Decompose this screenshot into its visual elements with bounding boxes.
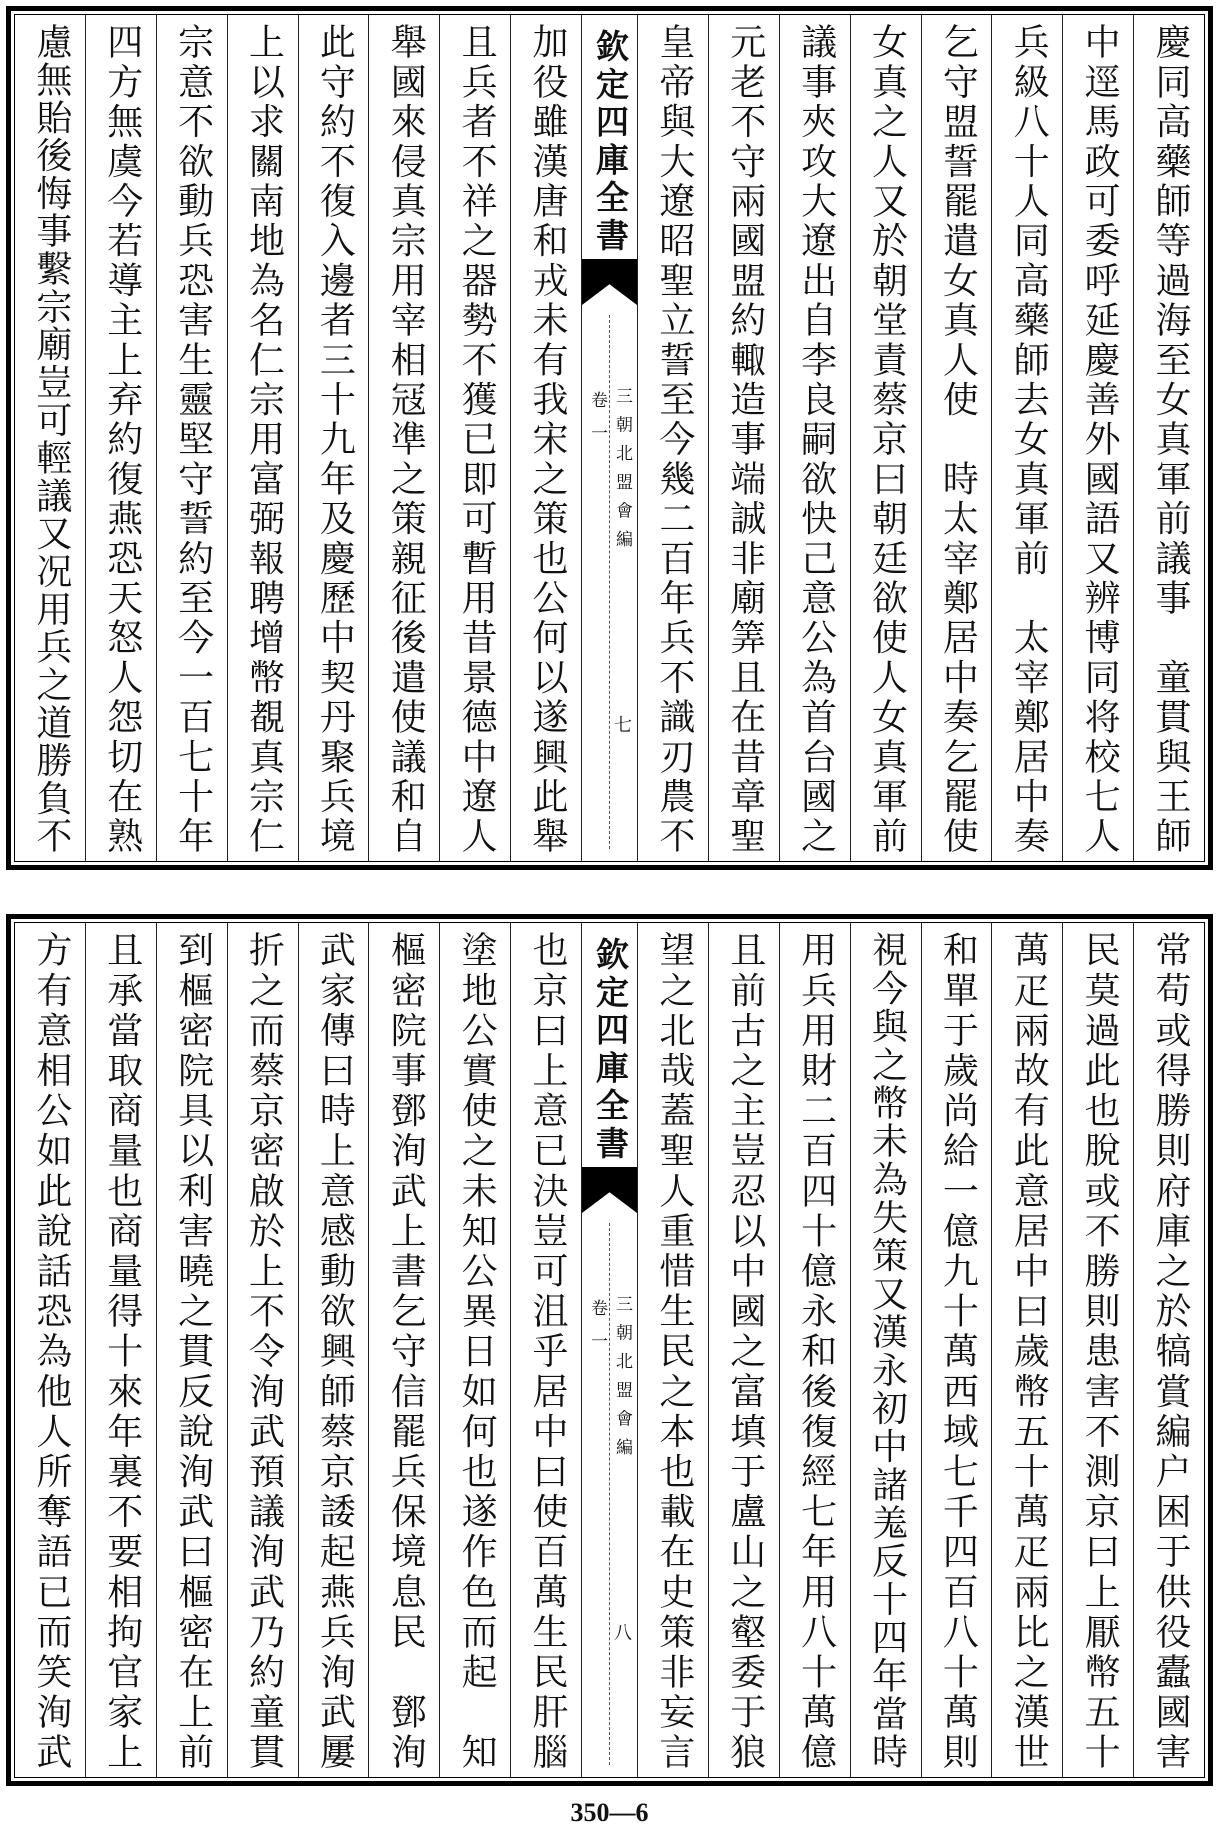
book-title: 欽定四庫全書 bbox=[591, 29, 630, 251]
text-column bbox=[227, 15, 298, 861]
book-title: 欽定四庫全書 bbox=[591, 937, 630, 1159]
text-column bbox=[779, 923, 850, 1777]
column-text: 議事夾攻大遼出自李良嗣欲快己意公為首台國之 bbox=[795, 23, 837, 853]
volume-label: 卷一 bbox=[587, 391, 607, 441]
column-text: 加役雖漢唐和戎未有我宋之策也公何以遂興此舉 bbox=[527, 23, 568, 853]
column-text: 視今與之幣未為失策又漢永初中諸羗反十四年當時 bbox=[866, 931, 908, 1769]
column-text: 宗意不欲動兵恐害生靈堅守誓約至今一百七十年 bbox=[172, 23, 214, 853]
column-text: 塗地公實使之未知公異日如何也遂作色而起 知 bbox=[456, 931, 498, 1769]
text-column bbox=[368, 923, 439, 1777]
text-column bbox=[15, 15, 85, 861]
column-text: 乞守盟誓罷遣女真人使 時太宰鄭居中奏乞罷使 bbox=[937, 23, 979, 853]
text-column bbox=[156, 15, 227, 861]
column-text: 且兵者不祥之器勢不獲已即可暫用昔景德中遼人 bbox=[456, 23, 498, 853]
page-block-upper bbox=[6, 6, 1213, 870]
text-column bbox=[439, 15, 510, 861]
column-text: 武家傳曰時上意感動欲興師蔡京諉起燕兵洵武屢 bbox=[314, 931, 356, 1769]
text-column bbox=[298, 923, 369, 1777]
text-column bbox=[1133, 15, 1204, 861]
page-frame bbox=[14, 922, 1205, 1778]
column-text: 折之而蔡京密啟於上不令洵武預議洵武乃約童貫 bbox=[243, 931, 285, 1769]
sheet-number: 350—6 bbox=[570, 1798, 649, 1827]
fish-tail-ornament bbox=[582, 1167, 637, 1213]
column-text: 舉國來侵真宗用宰相冦凖之策親征後遣使議和自 bbox=[385, 23, 427, 853]
column-text: 和單于歲尚給一億九十萬西域七千四百八十萬則 bbox=[937, 931, 979, 1769]
column-text: 用兵用財二百四十億永和後復經七年用八十萬億 bbox=[795, 931, 837, 1769]
column-text: 兵級八十人同高藥師去女真軍前 太宰鄭居中奏 bbox=[1008, 23, 1050, 853]
text-column bbox=[708, 923, 779, 1777]
text-column bbox=[1133, 923, 1204, 1777]
text-column bbox=[637, 923, 708, 1777]
column-text: 且前古之主豈忍以中國之富填于盧山之壑委于狼 bbox=[724, 931, 766, 1769]
text-column bbox=[637, 15, 708, 861]
column-text: 萬疋兩故有此意居中曰歲幣五十萬疋兩比之漢世 bbox=[1008, 931, 1050, 1769]
column-text: 民莫過此也脫或不勝則患害不測京曰上厭幣五十 bbox=[1079, 931, 1121, 1769]
page-frame bbox=[14, 14, 1205, 862]
column-text: 皇帝與大遼昭聖立誓至今幾二百年兵不識刃農不 bbox=[653, 23, 695, 853]
column-text: 到樞密院具以利害曉之貫反說洵武曰樞密在上前 bbox=[172, 931, 214, 1769]
text-column bbox=[991, 923, 1062, 1777]
work-title: 三朝北盟會編 bbox=[612, 387, 632, 547]
center-fold-column bbox=[581, 15, 637, 861]
text-column bbox=[510, 15, 581, 861]
text-column bbox=[921, 923, 992, 1777]
column-text: 四方無虞今若導主上弃約復燕恐天怒人怨切在熟 bbox=[101, 23, 143, 853]
page-number: 七 bbox=[611, 715, 632, 733]
text-column bbox=[439, 923, 510, 1777]
column-text: 此守約不復入邊者三十九年及慶歷中契丹聚兵境 bbox=[314, 23, 356, 853]
column-text: 慶同高藥師等過海至女真軍前議事 童貫與王師 bbox=[1150, 23, 1191, 853]
text-column bbox=[850, 923, 921, 1777]
column-text: 望之北哉蓋聖人重惜生民之本也載在史策非妄言 bbox=[653, 931, 695, 1769]
column-text: 且承當取商量也商量得十來年裏不要相拘官家上 bbox=[101, 931, 143, 1769]
column-text: 女真之人又於朝堂責蔡京曰朝廷欲使人女真軍前 bbox=[866, 23, 908, 853]
text-column bbox=[85, 923, 156, 1777]
column-text: 方有意相公如此說話恐為他人所奪語已而笑洵武 bbox=[30, 931, 72, 1769]
text-column bbox=[779, 15, 850, 861]
volume-label: 卷一 bbox=[587, 1299, 607, 1349]
text-column bbox=[510, 923, 581, 1777]
text-column bbox=[227, 923, 298, 1777]
work-title: 三朝北盟會編 bbox=[612, 1295, 632, 1455]
text-column bbox=[85, 15, 156, 861]
column-text: 上以求關南地為名仁宗用富弼報聘增幣覩真宗仁 bbox=[243, 23, 285, 853]
page-number: 八 bbox=[611, 1623, 632, 1641]
text-column bbox=[15, 923, 85, 1777]
column-text: 常苟或得勝則府庫之於犒賞編户困于供役蠹國害 bbox=[1150, 931, 1191, 1769]
text-column bbox=[368, 15, 439, 861]
text-column bbox=[1062, 923, 1133, 1777]
column-text: 也京曰上意已決豈可沮乎居中曰使百萬生民肝腦 bbox=[527, 931, 568, 1769]
text-column bbox=[850, 15, 921, 861]
text-column bbox=[708, 15, 779, 861]
text-column bbox=[921, 15, 992, 861]
text-column bbox=[991, 15, 1062, 861]
column-text: 樞密院事鄧洵武上書乞守信罷兵保境息民 鄧洵 bbox=[385, 931, 427, 1769]
center-fold-column bbox=[581, 923, 637, 1777]
page-block-lower bbox=[6, 914, 1213, 1786]
fold-line bbox=[609, 1223, 610, 1765]
text-column bbox=[1062, 15, 1133, 861]
text-column bbox=[156, 923, 227, 1777]
column-text: 元老不守兩國盟約輙造事端誠非廟筭且在昔章聖 bbox=[724, 23, 766, 853]
text-column bbox=[298, 15, 369, 861]
fold-line bbox=[609, 315, 610, 849]
fish-tail-ornament bbox=[582, 259, 637, 305]
column-text: 慮無貽後悔事繫宗廟豈可輕議又况用兵之道勝負不 bbox=[30, 23, 72, 853]
column-text: 中逕馬政可委呼延慶善外國語又辨博同将校七人 bbox=[1079, 23, 1121, 853]
